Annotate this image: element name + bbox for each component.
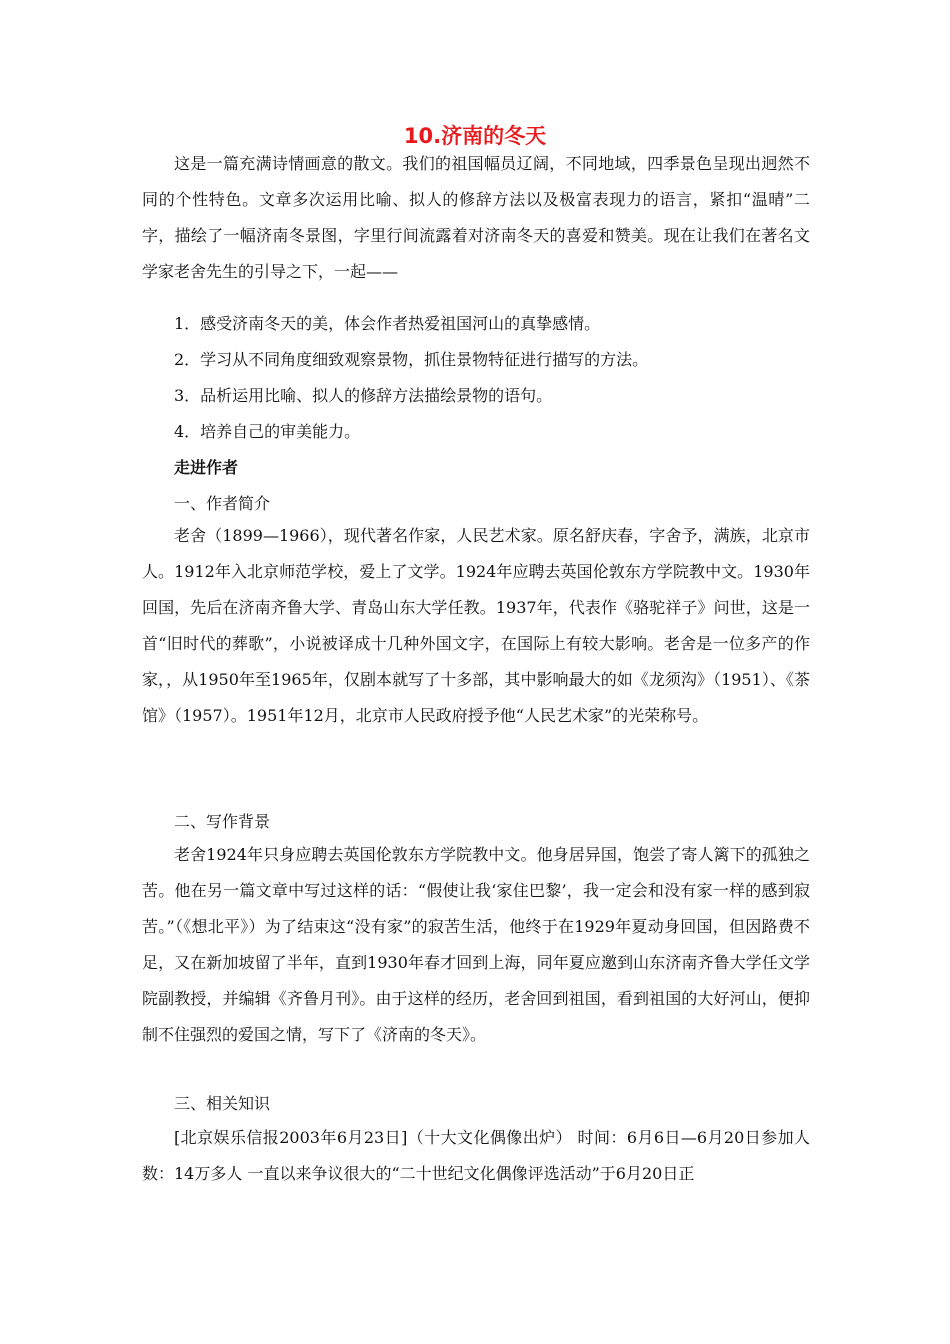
goal-item-4: 4．培养自己的审美能力。 bbox=[174, 422, 361, 441]
author-intro-paragraph: 老舍（1899—1966），现代著名作家，人民艺术家。原名舒庆春，字舍予，满族，北京市人。1912年入北京师范学校，爱上了文学。1924年应聘去英国伦敦东方学院教中文。1930年回国，先后在济南齐鲁大学、青岛山东大学任教。1937年，代表作《骆驼祥子》问世，这是一首“旧时代的葬歌”，小说被译成十几种外国文字，在国际上有较大影响。老舍是一位多产的作家，，从1950年至1965年，仅剧本就写了十多部，其中影响最大的如《龙须沟》（1951）、《茶馆》（1957）。1951年12月，北京市人民政府授予他“人民艺术家”的光荣称号。 bbox=[142, 526, 810, 725]
goal-item-3: 3．品析运用比喻、拟人的修辞方法描绘景物的语句。 bbox=[174, 386, 553, 405]
section-heading: 走进作者 bbox=[174, 458, 239, 477]
page-title: 10.济南的冬天 bbox=[403, 124, 547, 148]
author-intro-heading: 一、作者简介 bbox=[174, 494, 271, 513]
background-paragraph: 老舍1924年只身应聘去英国伦敦东方学院教中文。他身居异国，饱尝了寄人篱下的孤独之苦。他在另一篇文章中写过这样的话：“假使让我‘家住巴黎’，我一定会和没有家一样的感到寂苦。”（《想北平》）为了结束这“没有家”的寂苦生活，他终于在1929年夏动身回国，但因路费不足，又在新加坡留了半年，直到1930年春才回到上海，同年夏应邀到山东济南齐鲁大学任文学院副教授，并编辑《齐鲁月刊》。由于这样的经历，老舍回到祖国，看到祖国的大好河山，便抑制不住强烈的爱国之情，写下了《济南的冬天》。 bbox=[142, 845, 810, 1044]
background-heading: 二、写作背景 bbox=[174, 812, 271, 831]
intro-paragraph: 这是一篇充满诗情画意的散文。我们的祖国幅员辽阔，不同地域，四季景色呈现出迥然不同的个性特色。文章多次运用比喻、拟人的修辞方法以及极富表现力的语言，紧扣“温晴”二字，描绘了一幅济南冬景图，字里行间流露着对济南冬天的喜爱和赞美。现在让我们在著名文学家老舍先生的引导之下，一起—— bbox=[142, 154, 810, 281]
related-knowledge-heading: 三、相关知识 bbox=[174, 1094, 271, 1113]
goal-item-2: 2．学习从不同角度细致观察景物，抓住景物特征进行描写的方法。 bbox=[174, 350, 649, 369]
related-knowledge-paragraph: [北京娱乐信报2003年6月23日]（十大文化偶像出炉） 时间：6月6日—6月20日参加人数：14万多人 一直以来争议很大的“二十世纪文化偶像评选活动”于6月20日正 bbox=[142, 1128, 810, 1183]
goal-item-1: 1．感受济南冬天的美，体会作者热爱祖国河山的真挚感情。 bbox=[174, 314, 601, 333]
